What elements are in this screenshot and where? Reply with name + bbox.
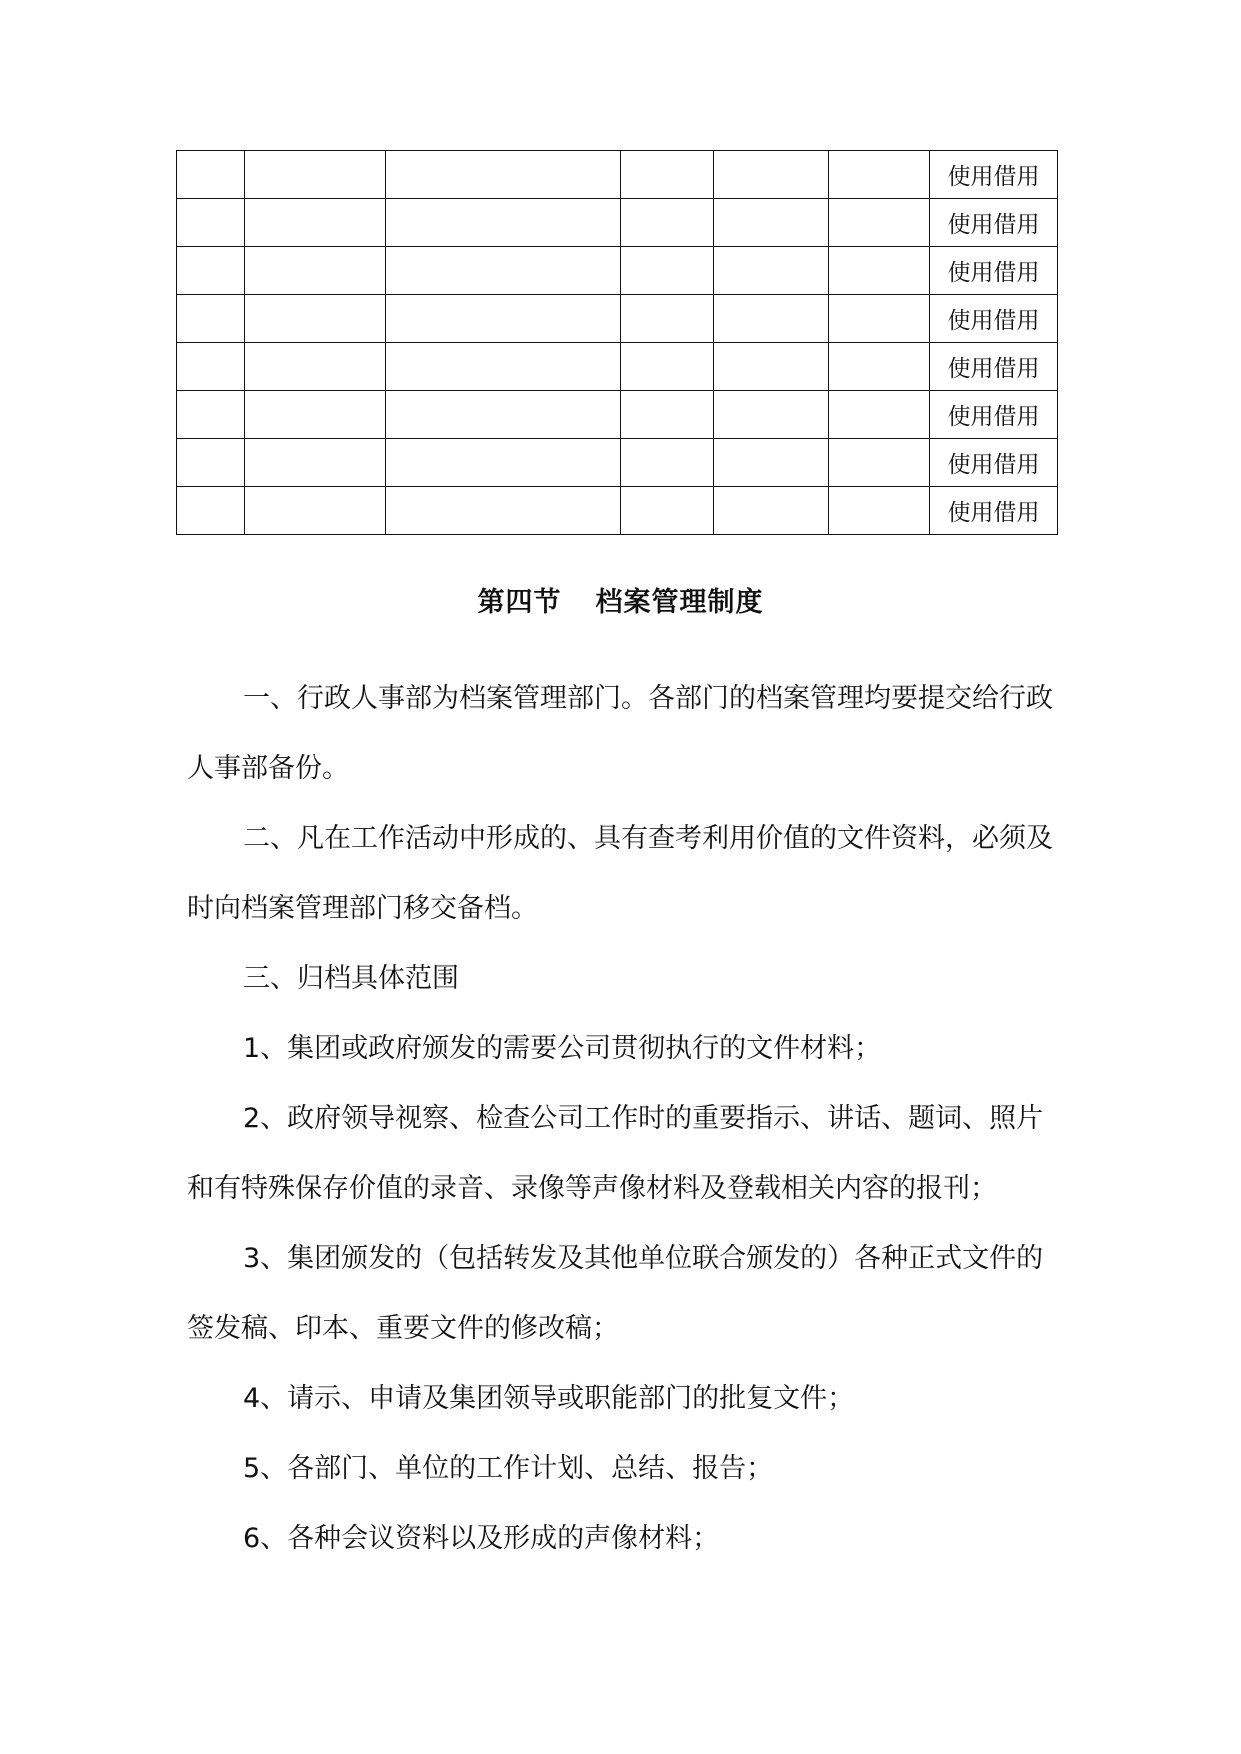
- paragraph-2: 二、凡在工作活动中形成的、具有查考利用价值的文件资料，必须及时向档案管理部门移交备档。: [187, 823, 1053, 924]
- table-cell: [621, 247, 714, 295]
- table-cell: [386, 151, 621, 199]
- paragraph-1: 一、行政人事部为档案管理部门。各部门的档案管理均要提交给行政人事部备份。: [187, 683, 1053, 784]
- table-cell: [621, 391, 714, 439]
- table-cell: 使用借用: [930, 439, 1058, 487]
- table-cell: [621, 487, 714, 535]
- usage-record-table: [176, 150, 1058, 535]
- table-cell: 使用借用: [930, 199, 1058, 247]
- table-cell: [386, 247, 621, 295]
- table-cell: [621, 199, 714, 247]
- section-heading: [0, 580, 1241, 619]
- table-cell: [829, 151, 930, 199]
- table-cell: [386, 439, 621, 487]
- table-cell: 使用借用: [930, 391, 1058, 439]
- table-cell: [714, 295, 829, 343]
- table-cell: [245, 487, 386, 535]
- table-cell: [386, 199, 621, 247]
- table-cell: [386, 295, 621, 343]
- paragraph-3: 三、归档具体范围: [243, 963, 459, 994]
- table-cell: 使用借用: [930, 343, 1058, 391]
- body-text: [187, 664, 1057, 1574]
- table-cell: [386, 487, 621, 535]
- table-cell: [386, 343, 621, 391]
- table-cell: [245, 391, 386, 439]
- table-cell: 使用借用: [930, 295, 1058, 343]
- table-cell: [829, 295, 930, 343]
- table-cell: [177, 439, 245, 487]
- table-cell: [177, 151, 245, 199]
- table-cell: [829, 391, 930, 439]
- table-row: [177, 439, 1058, 487]
- table-cell: [714, 487, 829, 535]
- table-cell: [714, 439, 829, 487]
- table-cell: [714, 391, 829, 439]
- table-row: [177, 247, 1058, 295]
- table-cell: [714, 247, 829, 295]
- table-row: [177, 295, 1058, 343]
- list-item-1: 1、集团或政府颁发的需要公司贯彻执行的文件材料；: [243, 1033, 882, 1064]
- table-cell: [177, 247, 245, 295]
- table-cell: [829, 247, 930, 295]
- table-cell: [621, 439, 714, 487]
- table-cell: [177, 295, 245, 343]
- table-cell: [245, 151, 386, 199]
- table-cell: [177, 391, 245, 439]
- table-row: [177, 391, 1058, 439]
- list-item-3: 3、集团颁发的（包括转发及其他单位联合颁发的）各种正式文件的签发稿、印本、重要文件的修改稿；: [187, 1243, 1044, 1344]
- list-item-5: 5、各部门、单位的工作计划、总结、报告；: [243, 1453, 774, 1484]
- table-cell: [829, 487, 930, 535]
- table-row: [177, 199, 1058, 247]
- table-row: [177, 151, 1058, 199]
- table-cell: [829, 439, 930, 487]
- section-number: 第四节: [477, 587, 562, 618]
- table-cell: [829, 199, 930, 247]
- table-cell: [245, 343, 386, 391]
- list-item-2: 2、政府领导视察、检查公司工作时的重要指示、讲话、题词、照片和有特殊保存价值的录音、录像等声像材料及登载相关内容的报刊；: [187, 1103, 1044, 1204]
- table-cell: [714, 343, 829, 391]
- table-cell: [245, 439, 386, 487]
- table-row: [177, 487, 1058, 535]
- table-cell: 使用借用: [930, 487, 1058, 535]
- table-cell: [245, 247, 386, 295]
- list-item-4: 4、请示、申请及集团领导或职能部门的批复文件；: [243, 1383, 855, 1414]
- table-cell: [829, 343, 930, 391]
- table-cell: [245, 295, 386, 343]
- table-cell: 使用借用: [930, 151, 1058, 199]
- table-cell: [621, 295, 714, 343]
- table-cell: [621, 151, 714, 199]
- table-cell: [245, 199, 386, 247]
- section-title: 档案管理制度: [595, 587, 764, 618]
- list-item-6: 6、各种会议资料以及形成的声像材料；: [243, 1523, 720, 1554]
- table-row: [177, 343, 1058, 391]
- table-cell: [386, 391, 621, 439]
- table-cell: [621, 343, 714, 391]
- table-cell: [177, 343, 245, 391]
- table-cell: [177, 487, 245, 535]
- table-cell: [714, 151, 829, 199]
- table-body: [177, 151, 1058, 535]
- table-cell: [177, 199, 245, 247]
- table-cell: [714, 199, 829, 247]
- table-cell: 使用借用: [930, 247, 1058, 295]
